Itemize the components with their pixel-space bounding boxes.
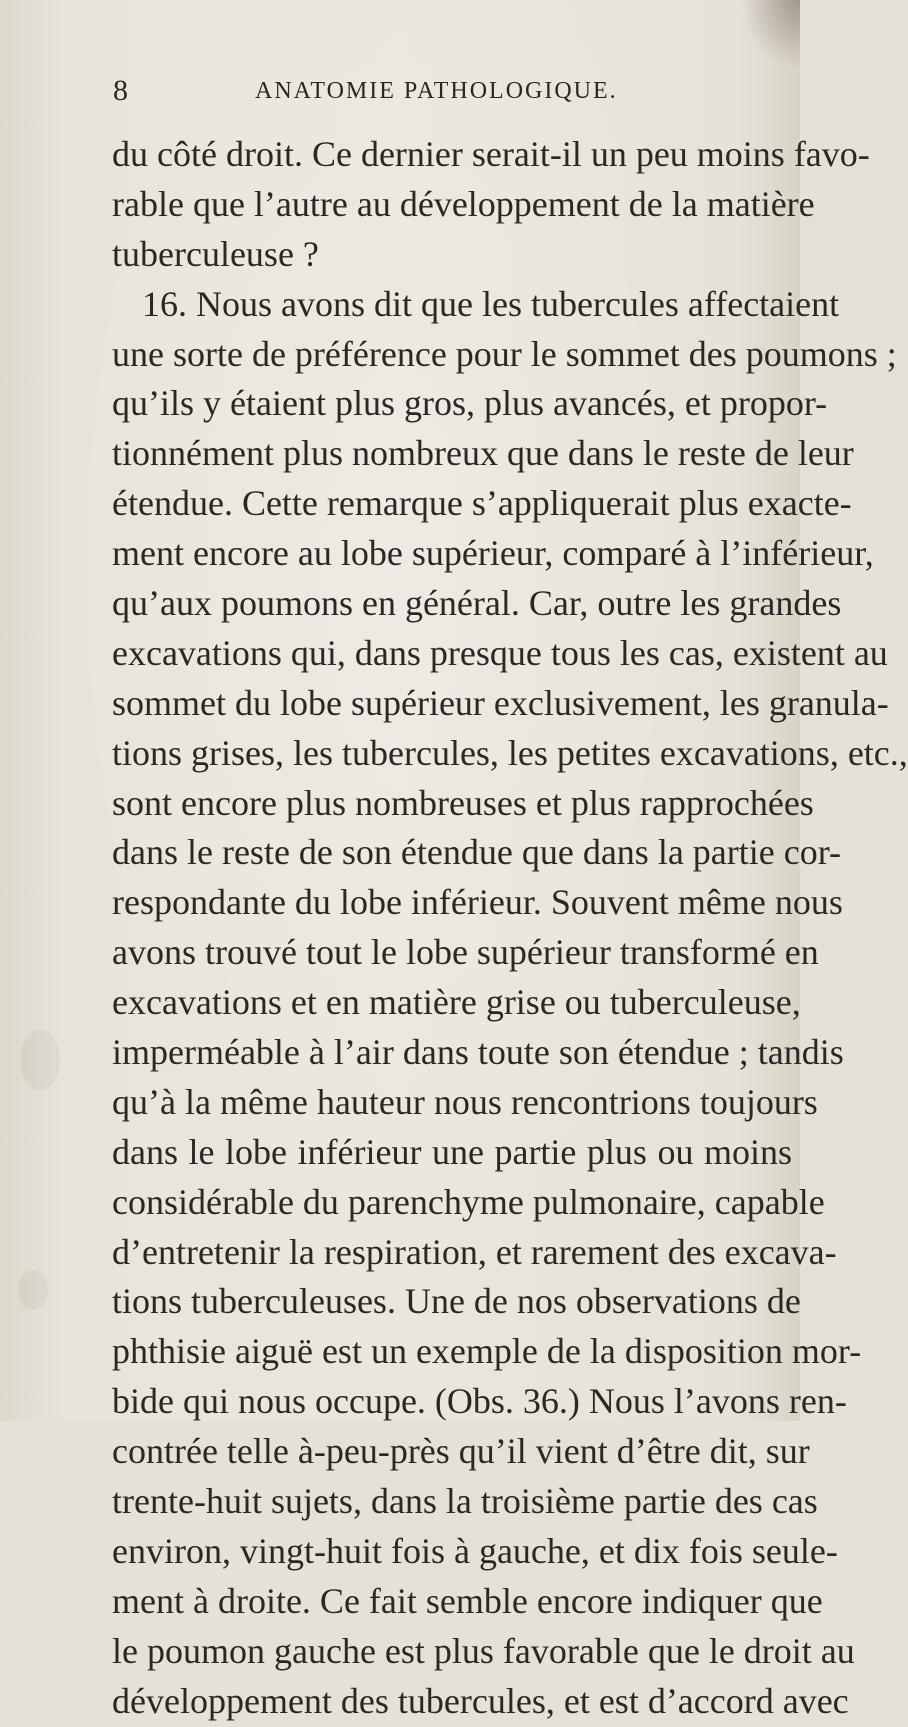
text-line: qu’ils y étaient plus gros, plus avancés, et propor- [112, 383, 828, 424]
text-line: sommet du lobe supérieur exclusivement, les granula- [112, 682, 889, 723]
text-line: ment encore au lobe supérieur, comparé à l’inférieur, [112, 533, 874, 574]
text-line: contrée telle à-peu-près qu’il vient d’être dit, sur [112, 1431, 810, 1472]
text-line: rable que l’autre au développement de la matière [112, 183, 815, 224]
running-head: ANATOMIE PATHOLOGIQUE. [255, 78, 618, 104]
text-line: imperméable à l’air dans toute son étendue ; tandis [112, 1032, 844, 1073]
text-line: qu’aux poumons en général. Car, outre les grandes [112, 583, 842, 624]
text-line: tuberculeuse ? [112, 233, 319, 274]
text-line: sont encore plus nombreuses et plus rapprochées [112, 782, 814, 823]
text-line: ment à droite. Ce fait semble encore indiquer que [112, 1580, 823, 1621]
text-line: respondante du lobe inférieur. Souvent même nous [112, 882, 843, 923]
text-line: avons trouvé tout le lobe supérieur transformé en [112, 932, 819, 973]
text-line: phthisie aiguë est un exemple de la disposition mor- [112, 1331, 862, 1372]
text-line: trente-huit sujets, dans la troisième partie des cas [112, 1481, 818, 1522]
text-line: le poumon gauche est plus favorable que le droit au [112, 1630, 855, 1671]
text-line: considérable du parenchyme pulmonaire, capable [112, 1181, 825, 1222]
paper-stain [20, 1030, 60, 1090]
text-line: d’entretenir la respiration, et rarement des excava- [112, 1231, 837, 1272]
text-line: tions tuberculeuses. Une de nos observations de [112, 1281, 801, 1322]
text-line: dans le lobe inférieur une partie plus ou moins [112, 1131, 792, 1172]
text-line: du côté droit. Ce dernier serait-il un peu moins favo- [112, 134, 870, 174]
text-line: excavations et en matière grise ou tuberculeuse, [112, 982, 801, 1023]
text-line: étendue. Cette remarque s’appliquerait plus exacte- [112, 483, 852, 524]
page-corner-shadow [740, 0, 800, 70]
text-line: environ, vingt-huit fois à gauche, et dix fois seule- [112, 1530, 838, 1571]
text-line: 16. Nous avons dit que les tubercules affectaient [142, 283, 840, 324]
text-line: développement des tubercules, et est d’accord avec [112, 1680, 849, 1721]
text-line: excavations qui, dans presque tous les cas, existent au [112, 632, 888, 673]
paper-stain [18, 1270, 48, 1310]
page-header [0, 74, 800, 114]
text-line: qu’à la même hauteur nous rencontrions toujours [112, 1081, 818, 1122]
text-line: bide qui nous occupe. (Obs. 36.) Nous l’avons ren- [112, 1381, 847, 1422]
text-line: dans le reste de son étendue que dans la partie cor- [112, 832, 841, 873]
text-line: tions grises, les tubercules, les petites excavations, etc., [112, 732, 908, 773]
body-text [112, 130, 908, 1727]
page-number: 8 [113, 74, 128, 107]
text-line: une sorte de préférence pour le sommet des poumons ; [112, 333, 897, 374]
text-line: tionnément plus nombreux que dans le reste de leur [112, 433, 854, 474]
